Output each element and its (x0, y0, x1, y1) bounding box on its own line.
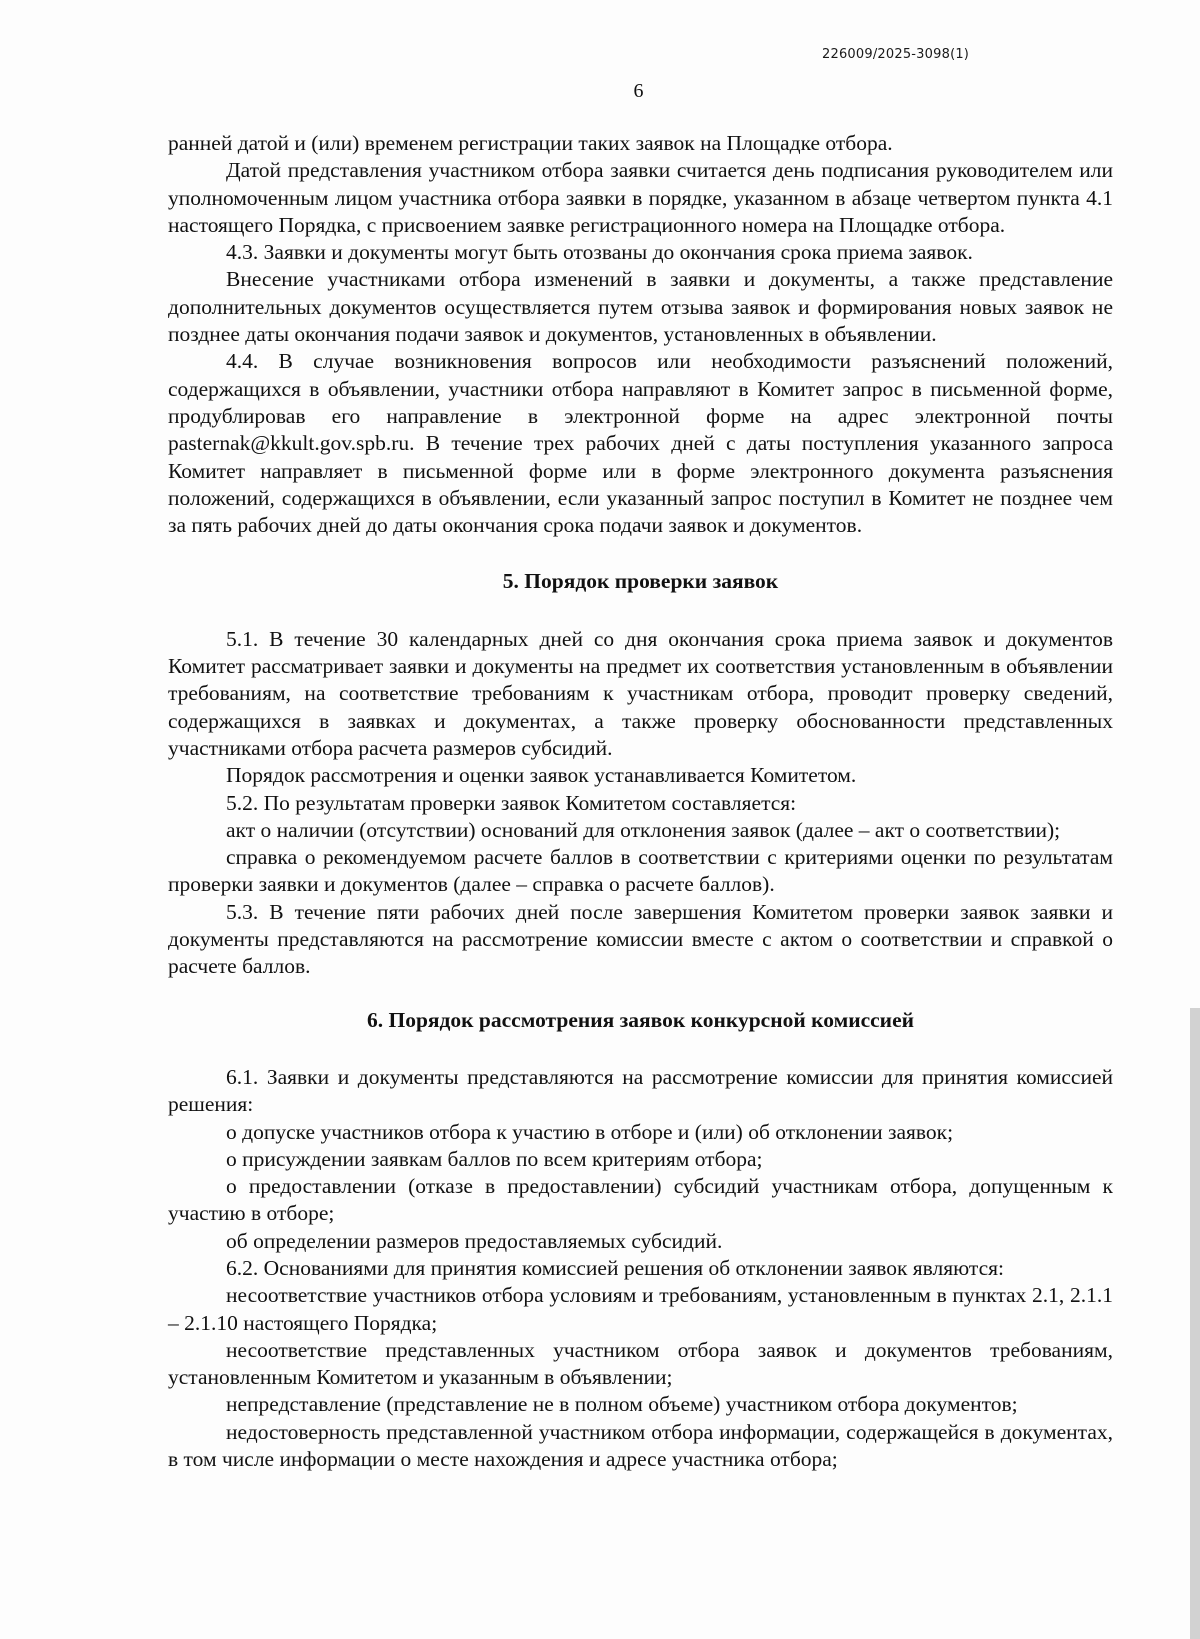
section-heading-6: 6. Порядок рассмотрения заявок конкурсной комиссией (366, 1007, 915, 1032)
paragraph: 6.1. Заявки и документы представляются на рассмотрение комиссии для принятия комиссией решения: (168, 1064, 1113, 1117)
paragraph: 4.4. В случае возникновения вопросов или необходимости разъяснений положений, содержащихся в объявлении, участники отбора направляют в Комитет запрос в письменной форме, продублировав его направление в электронной форме на адрес электронной почты pasternak@kkult.gov.spb.ru. В течение трех рабочих дней с даты поступления указанного запроса Комитет направляет в письменной форме или в форме электронного документа разъяснения положений, содержащихся в объявлении, если указанный запрос поступил в Комитет не позднее чем за пять рабочих дней до даты окончания срока подачи заявок и документов. (168, 349, 1113, 538)
paragraph: 6.2. Основаниями для принятия комиссией решения об отклонении заявок являются: (226, 1255, 1004, 1280)
paragraph: 4.3. Заявки и документы могут быть отозваны до окончания срока приема заявок. (226, 240, 973, 265)
paragraph: непредставление (представление не в полном объеме) участником отбора документов; (226, 1392, 1018, 1417)
document-id: 226009/2025-3098(1) (822, 47, 970, 62)
paragraph: 5.3. В течение пяти рабочих дней после завершения Комитетом проверки заявок заявки и документы представляются на рассмотрение комиссии вместе с актом о соответствии и справкой о расчете баллов. (168, 899, 1113, 979)
paragraph: ранней датой и (или) временем регистрации таких заявок на Площадке отбора. (168, 131, 893, 155)
paragraph: акт о наличии (отсутствии) оснований для отклонения заявок (далее – акт о соответствии); (226, 817, 1061, 842)
document-body (168, 130, 1113, 1473)
paragraph: 5.1. В течение 30 календарных дней со дня окончания срока приема заявок и документов Комитет рассматривает заявки и документы на предмет их соответствия установленным в объявлении требованиям, на соответствие требованиям к участникам отбора, проводит проверку сведений, содержащихся в заявках и документах, а также проверку обоснованности представленных участниками отбора расчета размеров субсидий. (168, 626, 1113, 760)
paragraph: Порядок рассмотрения и оценки заявок устанавливается Комитетом. (226, 763, 857, 788)
paragraph: Датой представления участником отбора заявки считается день подписания руководителем или уполномоченным лицом участника отбора заявки в порядке, указанном в абзаце четвертом пункта 4.1 настоящего Порядка, с присвоением заявке регистрационного номера на Площадке отбора. (168, 158, 1113, 237)
paragraph: о предоставлении (отказе в предоставлении) субсидий участникам отбора, допущенным к участию в отборе; (168, 1174, 1113, 1226)
paragraph: о присуждении заявкам баллов по всем критериям отбора; (226, 1146, 763, 1171)
page-number: 6 (633, 80, 644, 102)
paragraph: о допуске участников отбора к участию в отборе и (или) об отклонении заявок; (226, 1119, 954, 1144)
paragraph: 5.2. По результатам проверки заявок Комитетом составляется: (226, 790, 797, 815)
section-heading-5: 5. Порядок проверки заявок (502, 569, 779, 594)
paragraph: справка о рекомендуемом расчете баллов в соответствии с критериями оценки по результатам проверки заявки и документов (далее – справка о расчете баллов). (168, 845, 1113, 897)
scan-edge-shadow (1190, 1008, 1200, 1639)
paragraph: недостоверность представленной участником отбора информации, содержащейся в документах, в том числе информации о месте нахождения и адресе участника отбора; (168, 1419, 1113, 1472)
paragraph: несоответствие представленных участником отбора заявок и документов требованиям, установленным Комитетом и указанным в объявлении; (168, 1337, 1113, 1390)
paragraph: об определении размеров предоставляемых субсидий. (226, 1228, 723, 1253)
paragraph: Внесение участниками отбора изменений в заявки и документы, а также представление дополнительных документов осуществляется путем отзыва заявок и формирования новых заявок не позднее даты окончания подачи заявок и документов, установленных в объявлении. (168, 267, 1113, 347)
paragraph: несоответствие участников отбора условиям и требованиям, установленным в пунктах 2.1, 2.1.1 – 2.1.10 настоящего Порядка; (168, 1283, 1113, 1335)
